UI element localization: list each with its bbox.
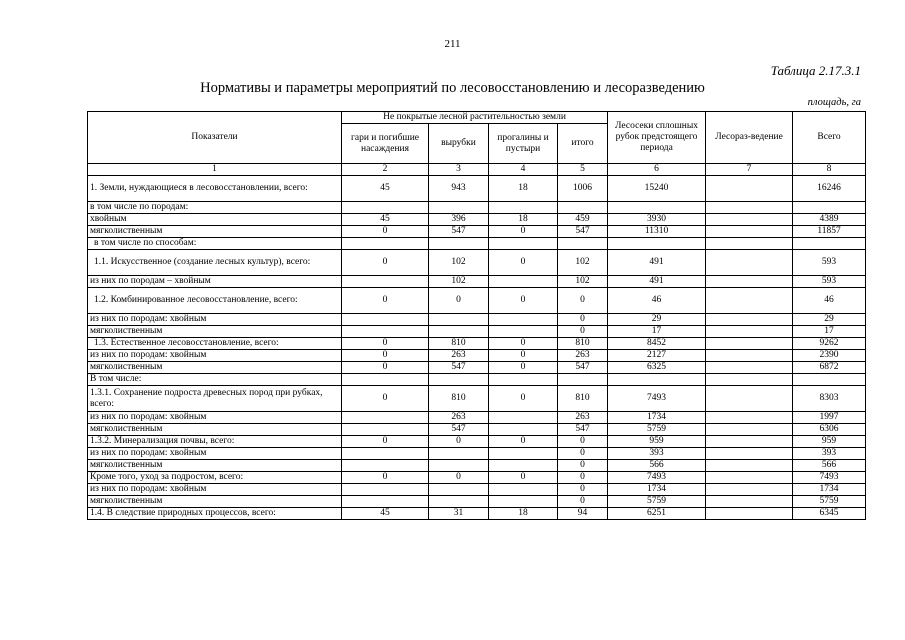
row-label: 1. Земли, нуждающиеся в лесовосстановлении, всего: [88,176,342,202]
cell-c3: 102 [429,250,489,276]
cell-c5: 547 [558,424,608,436]
row-label: хвойным [88,214,342,226]
table-row [88,460,866,472]
table-body [88,176,866,520]
row-label: из них по породам: хвойным [88,350,342,362]
cell-c8: 46 [793,288,866,314]
cell-c7 [706,202,793,214]
cell-c5: 0 [558,496,608,508]
row-label: в том числе по породам: [88,202,342,214]
cell-c6: 11310 [608,226,706,238]
row-label: из них по породам: хвойным [88,314,342,326]
cell-c6 [608,238,706,250]
table-row [88,238,866,250]
table-row [88,338,866,350]
cell-c5: 263 [558,350,608,362]
cell-c2 [342,276,429,288]
cell-c4 [489,374,558,386]
cell-c6: 7493 [608,386,706,412]
cell-c7 [706,460,793,472]
cell-c6: 6325 [608,362,706,374]
cell-c5: 0 [558,436,608,448]
table-row [88,374,866,386]
row-label: Кроме того, уход за подростом, всего: [88,472,342,484]
table-row [88,362,866,374]
column-number: 5 [558,164,608,176]
cell-c8: 1997 [793,412,866,424]
cell-c8: 17 [793,326,866,338]
table-row [88,226,866,238]
cell-c3: 547 [429,226,489,238]
cell-c5: 0 [558,472,608,484]
column-number: 3 [429,164,489,176]
row-label: мягколиственным [88,460,342,472]
cell-c7 [706,288,793,314]
cell-c2: 0 [342,362,429,374]
cell-c8: 593 [793,250,866,276]
column-number: 2 [342,164,429,176]
cell-c8: 566 [793,460,866,472]
table-row [88,508,866,520]
cell-c7 [706,350,793,362]
cell-c3 [429,238,489,250]
cell-c3: 102 [429,276,489,288]
data-table [87,111,866,520]
cell-c2: 0 [342,338,429,350]
cell-c4 [489,424,558,436]
table-row [88,424,866,436]
row-label: 1.3. Естественное лесовосстановление, всего: [88,338,342,350]
cell-c6: 566 [608,460,706,472]
cell-c7 [706,226,793,238]
cell-c3 [429,460,489,472]
cell-c3 [429,202,489,214]
cell-c3 [429,496,489,508]
column-number: 8 [793,164,866,176]
header-clearings: вырубки [429,124,489,164]
cell-c7 [706,250,793,276]
cell-c7 [706,448,793,460]
table-row [88,276,866,288]
cell-c7 [706,436,793,448]
cell-c7 [706,472,793,484]
cell-c6: 959 [608,436,706,448]
cell-c6: 3930 [608,214,706,226]
header-indicators: Показатели [88,112,342,164]
cell-c2 [342,202,429,214]
units-note: площадь, га [807,97,861,108]
cell-c7 [706,338,793,350]
cell-c6: 1734 [608,484,706,496]
cell-c5: 547 [558,362,608,374]
page-title: Нормативы и параметры мероприятий по лесовосстановлению и лесоразведению [200,80,705,96]
cell-c8: 6306 [793,424,866,436]
cell-c7 [706,412,793,424]
row-label: в том числе по способам: [88,238,342,250]
row-label: 1.4. В следствие природных процессов, всего: [88,508,342,520]
cell-c3: 263 [429,412,489,424]
cell-c6: 491 [608,250,706,276]
cell-c4: 0 [489,472,558,484]
table-row [88,412,866,424]
row-label: 1.3.2. Минерализация почвы, всего: [88,436,342,448]
row-label: 1.3.1. Сохранение подроста древесных пород при рубках, всего: [88,386,342,412]
cell-c5: 0 [558,326,608,338]
cell-c2: 0 [342,350,429,362]
cell-c3: 0 [429,472,489,484]
cell-c2 [342,412,429,424]
cell-c6: 29 [608,314,706,326]
cell-c4: 0 [489,350,558,362]
cell-c8 [793,374,866,386]
cell-c3: 396 [429,214,489,226]
cell-c8: 16246 [793,176,866,202]
cell-c8: 8303 [793,386,866,412]
cell-c2: 0 [342,288,429,314]
cell-c8: 393 [793,448,866,460]
cell-c7 [706,508,793,520]
cell-c4: 18 [489,508,558,520]
row-label: мягколиственным [88,424,342,436]
cell-c4: 0 [489,288,558,314]
cell-c3: 0 [429,436,489,448]
cell-c4 [489,276,558,288]
cell-c4: 0 [489,250,558,276]
column-number: 7 [706,164,793,176]
cell-c5 [558,238,608,250]
cell-c2 [342,424,429,436]
cell-c7 [706,276,793,288]
table-row [88,350,866,362]
cell-c2 [342,496,429,508]
cell-c8: 7493 [793,472,866,484]
cell-c8 [793,238,866,250]
cell-c6: 8452 [608,338,706,350]
cell-c2 [342,484,429,496]
cell-c8: 6872 [793,362,866,374]
cell-c6: 5759 [608,424,706,436]
cell-c3 [429,484,489,496]
cell-c2: 45 [342,176,429,202]
cell-c3 [429,326,489,338]
cell-c5: 0 [558,314,608,326]
cell-c2 [342,448,429,460]
cell-c2: 0 [342,250,429,276]
cell-c2: 0 [342,386,429,412]
cell-c2 [342,460,429,472]
cell-c5: 0 [558,448,608,460]
cell-c4 [489,496,558,508]
cell-c5: 94 [558,508,608,520]
cell-c4: 0 [489,436,558,448]
cell-c4: 0 [489,386,558,412]
cell-c6: 1734 [608,412,706,424]
cell-c2: 45 [342,508,429,520]
cell-c4 [489,238,558,250]
cell-c7 [706,496,793,508]
cell-c3: 31 [429,508,489,520]
cell-c7 [706,484,793,496]
row-label: 1.2. Комбинированное лесовосстановление, всего: [88,288,342,314]
cell-c5: 547 [558,226,608,238]
row-label: В том числе: [88,374,342,386]
column-number: 1 [88,164,342,176]
cell-c4: 18 [489,214,558,226]
cell-c6: 491 [608,276,706,288]
cell-c2: 0 [342,226,429,238]
cell-c5: 263 [558,412,608,424]
cell-c4 [489,202,558,214]
cell-c2: 45 [342,214,429,226]
cell-c5: 0 [558,484,608,496]
cell-c5: 102 [558,276,608,288]
row-label: из них по породам: хвойным [88,448,342,460]
cell-c5: 102 [558,250,608,276]
cell-c5: 1006 [558,176,608,202]
header-glades: прогалины и пустыри [489,124,558,164]
cell-c3: 547 [429,424,489,436]
table-row [88,288,866,314]
cell-c7 [706,176,793,202]
cell-c7 [706,424,793,436]
cell-c7 [706,362,793,374]
header-afforestation: Лесораз-ведение [706,112,793,164]
cell-c6: 17 [608,326,706,338]
cell-c6: 46 [608,288,706,314]
cell-c3: 943 [429,176,489,202]
cell-c4 [489,314,558,326]
cell-c4 [489,448,558,460]
cell-c8: 959 [793,436,866,448]
cell-c5: 459 [558,214,608,226]
table-caption: Таблица 2.17.3.1 [770,63,861,78]
table-row [88,386,866,412]
cell-c8: 11857 [793,226,866,238]
cell-c3: 263 [429,350,489,362]
cell-c3: 810 [429,338,489,350]
cell-c4: 0 [489,338,558,350]
cell-c6: 393 [608,448,706,460]
row-label: мягколиственным [88,326,342,338]
table-row [88,436,866,448]
column-numbers-row [88,164,866,176]
row-label: мягколиственным [88,226,342,238]
cell-c8: 1734 [793,484,866,496]
header-subtotal: итого [558,124,608,164]
header-burnt: гари и погибшие насаждения [342,124,429,164]
cell-c6: 15240 [608,176,706,202]
cell-c5: 810 [558,338,608,350]
cell-c4: 0 [489,362,558,374]
cell-c2: 0 [342,436,429,448]
cell-c2 [342,326,429,338]
row-label: мягколиственным [88,496,342,508]
cell-c2: 0 [342,472,429,484]
cell-c2 [342,238,429,250]
header-total: Всего [793,112,866,164]
cell-c4 [489,326,558,338]
column-number: 6 [608,164,706,176]
header-not-covered-group: Не покрытые лесной растительностью земли [342,112,608,124]
cell-c3: 810 [429,386,489,412]
row-label: из них по породам: хвойным [88,484,342,496]
header-logging-sites: Лесосеки сплошных рубок предстоящего периода [608,112,706,164]
cell-c7 [706,386,793,412]
cell-c7 [706,314,793,326]
cell-c6: 5759 [608,496,706,508]
cell-c5 [558,202,608,214]
cell-c7 [706,374,793,386]
page-number: 211 [444,38,461,50]
cell-c6 [608,374,706,386]
row-label: 1.1. Искусственное (создание лесных культур), всего: [88,250,342,276]
cell-c3: 547 [429,362,489,374]
cell-c3: 0 [429,288,489,314]
cell-c7 [706,238,793,250]
cell-c4: 18 [489,176,558,202]
cell-c6 [608,202,706,214]
column-number: 4 [489,164,558,176]
table-row [88,472,866,484]
cell-c8 [793,202,866,214]
cell-c4 [489,484,558,496]
cell-c8: 29 [793,314,866,326]
row-label: из них по породам: хвойным [88,412,342,424]
table-row [88,326,866,338]
cell-c5: 810 [558,386,608,412]
table-row [88,314,866,326]
row-label: мягколиственным [88,362,342,374]
cell-c2 [342,314,429,326]
cell-c7 [706,214,793,226]
table-row [88,484,866,496]
table-row [88,176,866,202]
cell-c3 [429,448,489,460]
cell-c4: 0 [489,226,558,238]
cell-c4 [489,412,558,424]
cell-c8: 5759 [793,496,866,508]
cell-c3 [429,314,489,326]
cell-c6: 2127 [608,350,706,362]
cell-c6: 7493 [608,472,706,484]
table-row [88,496,866,508]
cell-c7 [706,326,793,338]
cell-c5: 0 [558,460,608,472]
cell-c6: 6251 [608,508,706,520]
cell-c8: 4389 [793,214,866,226]
cell-c3 [429,374,489,386]
cell-c2 [342,374,429,386]
cell-c5 [558,374,608,386]
cell-c5: 0 [558,288,608,314]
table-row [88,250,866,276]
row-label: из них по породам – хвойным [88,276,342,288]
cell-c8: 2390 [793,350,866,362]
table-row [88,202,866,214]
cell-c8: 6345 [793,508,866,520]
cell-c8: 9262 [793,338,866,350]
table-row [88,214,866,226]
table-row [88,448,866,460]
cell-c8: 593 [793,276,866,288]
cell-c4 [489,460,558,472]
